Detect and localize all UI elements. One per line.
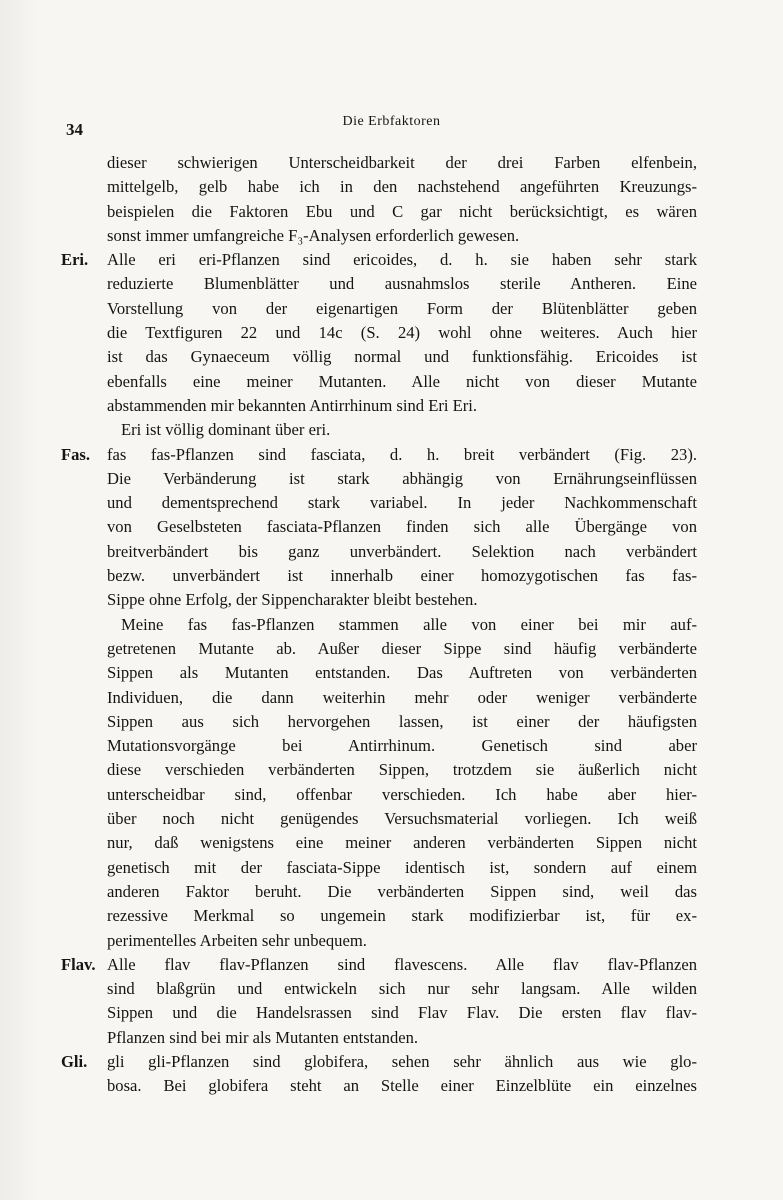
line-text: Sippe ohne Erfolg, der Sippencharakter bleibt bestehen. — [107, 590, 478, 610]
line-text: perimentelles Arbeiten sehr unbequem. — [107, 930, 367, 950]
page-header — [0, 112, 783, 139]
text-line — [107, 1001, 697, 1025]
text-line — [107, 491, 697, 515]
margin-label: Flav. — [61, 954, 96, 974]
text-line — [107, 856, 697, 880]
line-text: beispielen die Faktoren Ebu und C gar nicht berücksichtigt, es wären — [107, 201, 697, 221]
line-text: von Geselbsteten fasciata-Pflanzen finden sich alle Übergänge von — [107, 517, 697, 537]
line-text: Sippen als Mutanten entstanden. Das Auftreten von verbänderten — [107, 663, 697, 683]
margin-label: Gli. — [61, 1051, 88, 1071]
line-text: abstammenden mir bekannten Antirrhinum sind Eri Eri. — [107, 395, 478, 415]
line-text: mittelgelb, gelb habe ich in den nachstehend angeführten Kreuzungs- — [107, 177, 697, 197]
line-text: Vorstellung von der eigenartigen Form der Blütenblätter geben — [107, 298, 697, 318]
text-line — [61, 443, 697, 467]
line-text: anderen Faktor beruht. Die verbänderten Sippen sind, weil das — [107, 881, 697, 901]
line-text: Pflanzen sind bei mir als Mutanten entstanden. — [107, 1027, 419, 1047]
text-line — [107, 904, 697, 928]
text-line — [107, 418, 697, 442]
text-line — [107, 394, 697, 418]
running-title: Die Erbfaktoren — [342, 114, 441, 129]
text-line — [107, 588, 697, 612]
line-text: Die Verbänderung ist stark abhängig von Ernährungseinflüssen — [107, 468, 697, 488]
line-text: dieser schwierigen Unterscheidbarkeit der drei Farben elfenbein, — [107, 153, 697, 172]
line-text: Sippen und die Handelsrassen sind Flav Flav. Die ersten flav flav- — [107, 1003, 697, 1023]
text-line — [107, 515, 697, 539]
line-text: Individuen, die dann weiterhin mehr oder weniger verbänderte — [107, 687, 697, 707]
text-line — [107, 1074, 697, 1098]
text-line — [107, 151, 697, 175]
line-text: Mutationsvorgänge bei Antirrhinum. Genetisch sind aber — [107, 736, 697, 756]
line-text: gli gli-Pflanzen sind globifera, sehen sehr ähnlich aus wie glo- — [107, 1051, 697, 1071]
line-text: Meine fas fas-Pflanzen stammen alle von einer bei mir auf- — [121, 614, 697, 634]
text-line — [107, 734, 697, 758]
text-line — [61, 248, 697, 272]
line-text: bosa. Bei globifera steht an Stelle einer Einzelblüte ein einzelnes — [107, 1076, 697, 1096]
margin-label: Eri. — [61, 250, 89, 270]
line-text: die Textfiguren 22 und 14c (S. 24) wohl ohne weiteres. Auch hier — [107, 323, 697, 343]
text-line — [107, 831, 697, 855]
line-text: nur, daß wenigstens eine meiner anderen verbänderten Sippen nicht — [107, 833, 697, 853]
text-line — [107, 880, 697, 904]
line-text: fas fas-Pflanzen sind fasciata, d. h. breit verbändert (Fig. 23). — [107, 444, 697, 464]
line-text: ist das Gynaeceum völlig normal und funktionsfähig. Ericoides ist — [107, 347, 697, 367]
text-line — [107, 200, 697, 224]
text-line — [107, 540, 697, 564]
text-line — [107, 977, 697, 1001]
text-line — [107, 321, 697, 345]
line-text: sonst immer umfangreiche F₃-Analysen erforderlich gewesen. — [107, 225, 520, 245]
body-text — [61, 151, 697, 1099]
text-line — [107, 807, 697, 831]
line-text: getretenen Mutante ab. Außer dieser Sippe sind häufig verbänderte — [107, 638, 697, 658]
text-line — [107, 272, 697, 296]
text-line — [107, 175, 697, 199]
text-line — [107, 370, 697, 394]
text-line — [107, 661, 697, 685]
line-text: sind blaßgrün und entwickeln sich nur sehr langsam. Alle wilden — [107, 979, 697, 999]
text-line — [107, 345, 697, 369]
page-number: 34 — [66, 120, 83, 139]
line-text: über noch nicht genügendes Versuchsmaterial vorliegen. Ich weiß — [107, 809, 697, 829]
line-text: reduzierte Blumenblätter und ausnahmslos sterile Antheren. Eine — [107, 274, 697, 294]
text-line — [107, 758, 697, 782]
text-line — [107, 467, 697, 491]
text-line — [107, 929, 697, 953]
line-text: Eri ist völlig dominant über eri. — [121, 420, 331, 440]
line-text: und dementsprechend stark variabel. In jeder Nachkommenschaft — [107, 493, 697, 513]
text-line — [107, 1026, 697, 1050]
line-text: Sippen aus sich hervorgehen lassen, ist einer der häufigsten — [107, 711, 697, 731]
text-line — [107, 637, 697, 661]
text-line — [107, 224, 697, 248]
text-line — [107, 564, 697, 588]
line-text: ebenfalls eine meiner Mutanten. Alle nicht von dieser Mutante — [107, 371, 697, 391]
line-text: bezw. unverbändert ist innerhalb einer homozygotischen fas fas- — [107, 566, 697, 586]
line-text: diese verschieden verbänderten Sippen, trotzdem sie äußerlich nicht — [107, 760, 697, 780]
text-line — [107, 613, 697, 637]
line-text: Alle flav flav-Pflanzen sind flavescens. Alle flav flav-Pflanzen — [107, 954, 697, 974]
text-line — [107, 710, 697, 734]
text-line — [61, 1050, 697, 1074]
line-text: Alle eri eri-Pflanzen sind ericoides, d. h. sie haben sehr stark — [107, 250, 697, 270]
line-text: breitverbändert bis ganz unverbändert. Selektion nach verbändert — [107, 541, 697, 561]
text-line — [107, 783, 697, 807]
page-edge-shadow — [0, 0, 40, 1200]
line-text: rezessive Merkmal so ungemein stark modifizierbar ist, für ex- — [107, 906, 697, 926]
text-line — [61, 953, 697, 977]
margin-label: Fas. — [61, 444, 91, 464]
text-line — [107, 686, 697, 710]
line-text: genetisch mit der fasciata-Sippe identisch ist, sondern auf einem — [107, 857, 697, 877]
text-line — [107, 297, 697, 321]
line-text: unterscheidbar sind, offenbar verschieden. Ich habe aber hier- — [107, 784, 697, 804]
